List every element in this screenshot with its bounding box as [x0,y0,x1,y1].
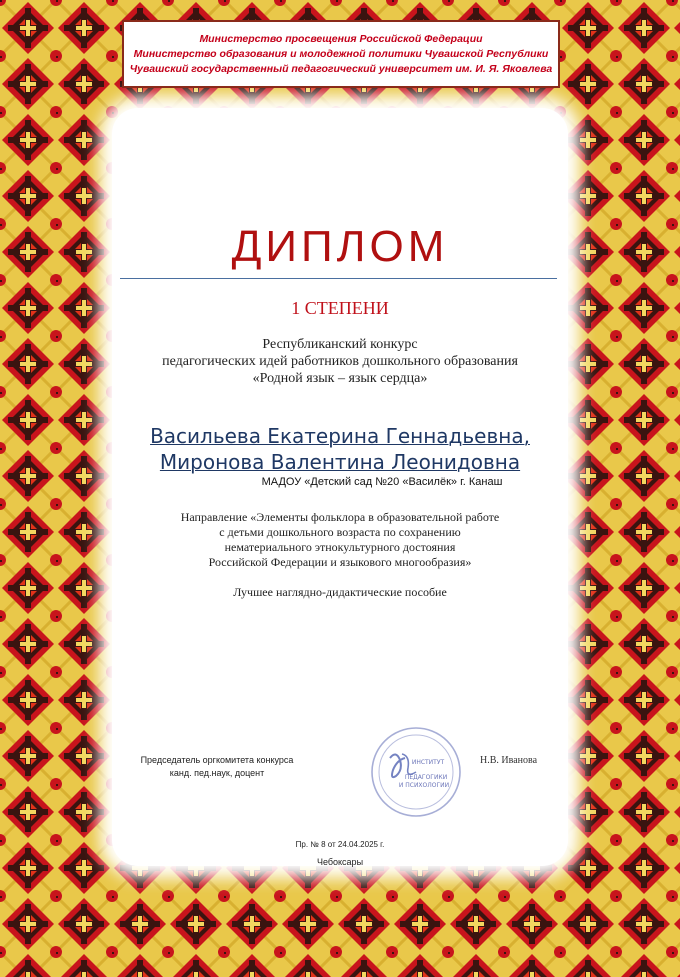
awardee-name-2: Миронова Валентина Леонидовна [159,450,521,474]
stamp-text-1: ИНСТИТУТ [411,759,445,766]
direction-line-4: Российской Федерации и языкового многообразия» [208,555,472,569]
signer-name: Н.В. Иванова [480,755,538,766]
stamp-text-3: И ПСИХОЛОГИИ [398,782,450,789]
city-name: Чебоксары [316,857,364,867]
diploma-title: ДИПЛОМ [231,222,449,271]
chair-line-2: канд. пед.наук, доцент [169,768,265,778]
direction-line-2: с детьми дошкольного возраста по сохранению [219,525,461,539]
contest-line-2: педагогических идей работников дошкольного образования [162,354,518,369]
awardee-name-1: Васильева Екатерина Геннадьевна, [150,424,530,448]
contest-info [0,336,680,387]
nomination-text: Лучшее наглядно-дидактические пособие [233,585,447,599]
official-stamp-icon [368,724,464,820]
ministry-line-1: Министерство просвещения Российской Федерации [199,32,483,45]
ministry-header [122,20,560,88]
direction-text [0,510,680,570]
contest-line-3: «Родной язык – язык сердца» [252,371,428,386]
ministry-line-2: Министерство образования и молодежной политики Чувашской Республики [133,47,549,60]
awardee-names [0,423,680,475]
ministry-line-3: Чувашский государственный педагогический университет им. И. Я. Яковлева [129,62,553,75]
chair-title [112,754,322,780]
direction-line-1: Направление «Элементы фольклора в образовательной работе [180,510,500,524]
degree-label: 1 СТЕПЕНИ [291,298,389,318]
direction-line-3: нематериального этнокультурного достояния [224,540,456,554]
stamp-text-2: ПЕДАГОГИКИ [404,774,448,781]
awardee-organization: МАДОУ «Детский сад №20 «Василёк» г. Канаш [261,476,503,488]
chair-line-1: Председатель оргкомитета конкурса [140,755,294,765]
order-number: Пр. № 8 от 24.04.2025 г. [295,840,385,849]
title-divider [120,278,557,279]
contest-line-1: Республиканский конкурс [262,337,418,352]
